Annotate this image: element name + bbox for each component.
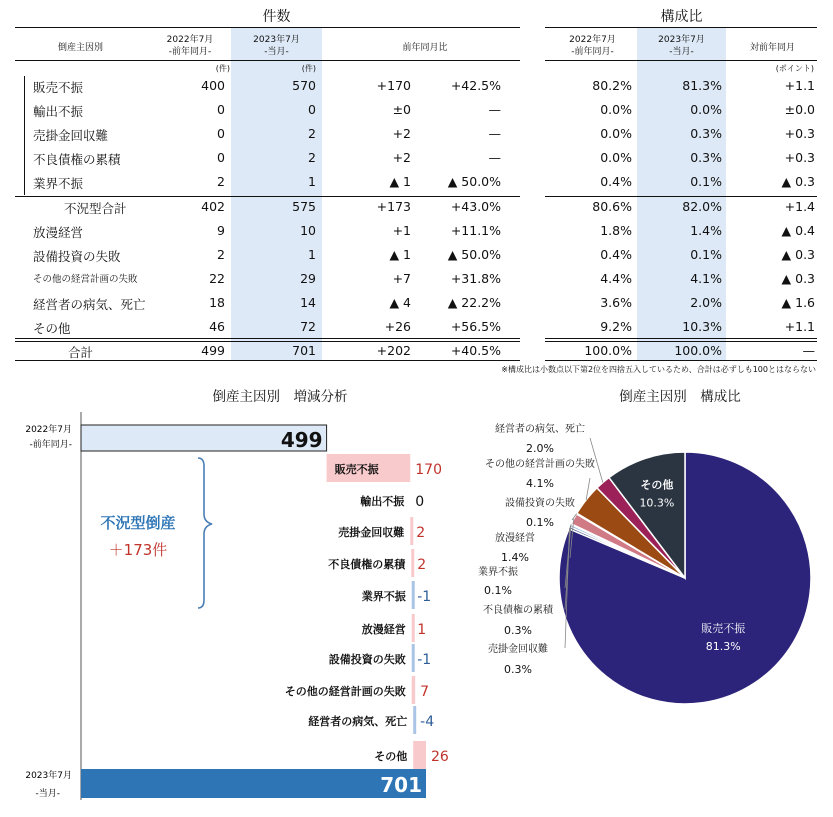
- pie-outside-label: 売掛金回収難: [488, 644, 548, 655]
- bar-5: [412, 581, 415, 609]
- cell-cur: 0.3%: [690, 126, 722, 141]
- end-label-1: 2023年7月: [25, 771, 72, 781]
- cell-diff: +1.4: [784, 199, 815, 214]
- rule: [545, 360, 817, 361]
- rule-double: [545, 341, 817, 342]
- cell-prev: 2: [217, 247, 225, 262]
- cell-cur: 570: [292, 78, 316, 93]
- rule: [15, 60, 520, 61]
- rule: [545, 27, 817, 28]
- pie-value: 10.3%: [639, 496, 675, 510]
- header-cur-line1: 2023年7月: [253, 35, 300, 45]
- cell-cur: 0.1%: [690, 247, 722, 262]
- row-label: 販売不振: [33, 80, 84, 95]
- cell-diff: +1.1: [784, 78, 815, 93]
- cell-cur: 2: [308, 150, 316, 165]
- cell-prev: 499: [201, 343, 225, 358]
- bar-value-label: 0: [415, 494, 425, 510]
- cell-prev: 22: [209, 271, 225, 286]
- cell-diff: +173: [376, 199, 411, 214]
- cell-diff: ▲ 0.4: [781, 223, 815, 238]
- cell-prev: 4.4%: [600, 271, 632, 286]
- header-prev-line2: -前年同月-: [571, 47, 614, 57]
- header-prev-line2: -前年同月-: [168, 47, 212, 57]
- cell-cur: 4.1%: [690, 271, 722, 286]
- cell-cur: 1.4%: [690, 223, 722, 238]
- group-label: 不況型倒産: [100, 514, 176, 532]
- cell-cur: 10.3%: [682, 319, 722, 334]
- header-yoy: 対前年同月: [749, 43, 795, 53]
- cell-cur: 0: [308, 102, 316, 117]
- header-cause-label: 倒産主因別: [58, 43, 104, 53]
- start-label-1: 2022年7月: [25, 425, 72, 435]
- rule: [545, 196, 817, 197]
- end-label-2: -当月-: [35, 789, 60, 799]
- share-table-title: 構成比: [660, 9, 703, 25]
- cell-prev: 0.0%: [600, 102, 632, 117]
- bar-value-label: 26: [431, 749, 449, 765]
- rule-double: [545, 338, 817, 339]
- bar-value-label: -4: [420, 714, 435, 730]
- pie-label: 販売不振: [701, 621, 746, 635]
- pie-chart: [460, 410, 833, 710]
- cell-cur: 82.0%: [682, 199, 722, 214]
- cell-pct: ▲ 50.0%: [447, 247, 501, 262]
- cell-diff: ▲ 0.3: [781, 271, 815, 286]
- cell-cur: 100.0%: [674, 343, 722, 358]
- cell-cur: 2: [308, 126, 316, 141]
- pie-outside-label: その他の経営計画の失敗: [485, 459, 595, 470]
- cell-pct: ▲ 22.2%: [447, 295, 501, 310]
- cell-prev: 0: [217, 126, 225, 141]
- unit-prev: (件): [215, 64, 230, 73]
- bar-7: [412, 644, 415, 672]
- cell-diff: ▲ 1: [389, 174, 411, 189]
- group-bracket: [198, 458, 212, 608]
- bar-end: [81, 769, 426, 798]
- row-label: 売掛金回収難: [33, 128, 109, 143]
- cell-diff: +1.1: [784, 319, 815, 334]
- row-label: 設備投資の失敗: [33, 249, 121, 264]
- cell-diff: +170: [376, 78, 411, 93]
- row-label: 放漫経営: [33, 225, 84, 240]
- row-label: その他の経営計画の失敗: [33, 274, 138, 285]
- bracket-line: [24, 76, 25, 195]
- rule: [545, 60, 817, 61]
- rule-double: [15, 338, 520, 339]
- bar-value-label: 2: [416, 525, 426, 541]
- cell-diff: +26: [384, 319, 411, 334]
- pie-outside-value: 0.3%: [504, 624, 532, 637]
- cell-diff: ▲ 0.3: [781, 174, 815, 189]
- unit-points: (ポイント): [775, 64, 814, 73]
- unit-cur: (件): [301, 64, 316, 73]
- cell-prev: 0.4%: [600, 174, 632, 189]
- cell-diff: +202: [376, 343, 411, 358]
- rule: [15, 27, 520, 28]
- cell-diff: ▲ 4: [389, 295, 411, 310]
- bar-category-label: 設備投資の失敗: [328, 653, 406, 666]
- bar-category-label: 販売不振: [334, 463, 379, 476]
- start-label-2: -前年同月-: [29, 440, 72, 450]
- cell-cur: 0.3%: [690, 150, 722, 165]
- header-cur-line2: -当月-: [264, 47, 289, 57]
- bar-4: [411, 549, 414, 577]
- bar-6: [412, 614, 415, 642]
- bar-category-label: 放漫経営: [361, 623, 406, 636]
- bar-category-label: その他の経営計画の失敗: [284, 685, 406, 698]
- cell-pct: ▲ 50.0%: [447, 174, 501, 189]
- bar-category-label: 業界不振: [361, 590, 406, 603]
- cell-diff: +2: [392, 126, 411, 141]
- cell-prev: 0: [217, 150, 225, 165]
- bar-3: [410, 517, 413, 545]
- cell-prev: 9: [217, 223, 225, 238]
- pie-outside-label: 不良債権の累積: [483, 605, 553, 616]
- cell-diff: +7: [392, 271, 411, 286]
- rule-double: [15, 341, 520, 342]
- cell-pct: +11.1%: [450, 223, 501, 238]
- group-value: ＋173件: [108, 541, 168, 559]
- bar-category-label: その他: [374, 750, 408, 763]
- cell-pct: —: [488, 126, 501, 141]
- cell-prev: 2: [217, 174, 225, 189]
- cell-prev: 402: [201, 199, 225, 214]
- header-prev-line1: 2022年7月: [166, 35, 214, 45]
- cell-pct: +42.5%: [450, 78, 501, 93]
- bar-category-label: 輸出不振: [360, 495, 405, 508]
- bar-start-value: 499: [280, 428, 323, 452]
- row-label: 輸出不振: [33, 104, 84, 119]
- cell-prev: 0.0%: [600, 126, 632, 141]
- count-table-title: 件数: [262, 9, 291, 25]
- bar-9: [413, 706, 416, 734]
- bar-category-label: 売掛金回収難: [338, 526, 405, 539]
- header-prev-line1: 2022年7月: [569, 35, 616, 45]
- cell-prev: 80.6%: [592, 199, 632, 214]
- cell-diff: ±0: [392, 102, 411, 117]
- cell-prev: 9.2%: [600, 319, 632, 334]
- rule: [15, 196, 520, 197]
- cell-diff: ▲ 1.6: [781, 295, 815, 310]
- cell-cur: 72: [300, 319, 316, 334]
- cell-prev: 80.2%: [592, 78, 632, 93]
- bar-8: [412, 676, 415, 704]
- pie-outside-value: 0.1%: [526, 516, 554, 529]
- bar-value-label: 1: [417, 622, 427, 638]
- cell-diff: —: [802, 343, 815, 358]
- cell-prev: 0.0%: [600, 150, 632, 165]
- cell-prev: 1.8%: [600, 223, 632, 238]
- row-label: 不良債権の累積: [33, 152, 121, 167]
- cell-prev: 18: [209, 295, 225, 310]
- pie-outside-value: 2.0%: [526, 442, 554, 455]
- cell-cur: 1: [308, 247, 316, 262]
- share-note: ※構成比は小数点以下第2位を四捨五入しているため、合計は必ずしも100とはならない: [501, 365, 816, 374]
- header-cur-line1: 2023年7月: [658, 35, 705, 45]
- cell-cur: 81.3%: [682, 78, 722, 93]
- pie-title: 倒産主因別 構成比: [619, 389, 741, 405]
- bar-value-label: -1: [417, 652, 432, 668]
- cell-diff: ▲ 1: [389, 247, 411, 262]
- bar-value-label: 2: [417, 557, 427, 573]
- row-label: 経営者の病気、死亡: [33, 297, 146, 312]
- cell-pct: —: [488, 102, 501, 117]
- cell-cur: 14: [300, 295, 316, 310]
- header-cur-line2: -当月-: [669, 47, 694, 57]
- row-label: 合計: [68, 345, 94, 360]
- pie-outside-value: 0.3%: [504, 663, 532, 676]
- pie-outside-label: 業界不振: [478, 567, 518, 578]
- cell-prev: 100.0%: [584, 343, 632, 358]
- bar-category-label: 不良債権の累積: [328, 558, 406, 571]
- cell-pct: —: [488, 150, 501, 165]
- cell-pct: +56.5%: [450, 319, 501, 334]
- waterfall-chart: [0, 410, 470, 817]
- pie-outside-label: 経営者の病気、死亡: [495, 424, 585, 435]
- cell-diff: ▲ 0.3: [781, 247, 815, 262]
- cell-prev: 400: [201, 78, 225, 93]
- bar-end-value: 701: [380, 773, 422, 797]
- bar-value-label: 7: [420, 684, 430, 700]
- bar-value-label: -1: [417, 589, 432, 605]
- row-label: 業界不振: [33, 176, 84, 191]
- cell-diff: +2: [392, 150, 411, 165]
- cell-cur: 1: [308, 174, 316, 189]
- bar-value-label: 170: [415, 462, 442, 478]
- row-label: 不況型合計: [64, 201, 127, 216]
- cell-prev: 46: [209, 319, 225, 334]
- cell-cur: 29: [300, 271, 316, 286]
- cell-prev: 0: [217, 102, 225, 117]
- pie-outside-label: 設備投資の失敗: [505, 498, 575, 509]
- bar-10: [413, 741, 426, 769]
- cell-diff: ±0.0: [784, 102, 815, 117]
- cell-cur: 701: [292, 343, 316, 358]
- pie-outside-value: 1.4%: [501, 551, 529, 564]
- waterfall-title: 倒産主因別 増減分析: [212, 389, 348, 405]
- pie-outside-value: 4.1%: [526, 477, 554, 490]
- cell-prev: 3.6%: [600, 295, 632, 310]
- pie-outside-label: 放漫経営: [495, 533, 535, 544]
- cell-prev: 0.4%: [600, 247, 632, 262]
- header-yoy: 前年同月比: [402, 43, 448, 53]
- cell-cur: 0.1%: [690, 174, 722, 189]
- pie-value: 81.3%: [705, 639, 741, 653]
- cell-pct: +31.8%: [450, 271, 501, 286]
- row-label: その他: [33, 321, 71, 336]
- cell-diff: +1: [392, 223, 411, 238]
- bar-category-label: 経営者の病気、死亡: [308, 715, 408, 728]
- pie-outside-value: 0.1%: [484, 584, 512, 597]
- cell-cur: 0.0%: [690, 102, 722, 117]
- cell-cur: 2.0%: [690, 295, 722, 310]
- cell-diff: +0.3: [784, 150, 815, 165]
- cell-cur: 10: [300, 223, 316, 238]
- cell-pct: +40.5%: [450, 343, 501, 358]
- cell-diff: +0.3: [784, 126, 815, 141]
- pie-label: その他: [640, 478, 674, 492]
- cell-cur: 575: [292, 199, 316, 214]
- cell-pct: +43.0%: [450, 199, 501, 214]
